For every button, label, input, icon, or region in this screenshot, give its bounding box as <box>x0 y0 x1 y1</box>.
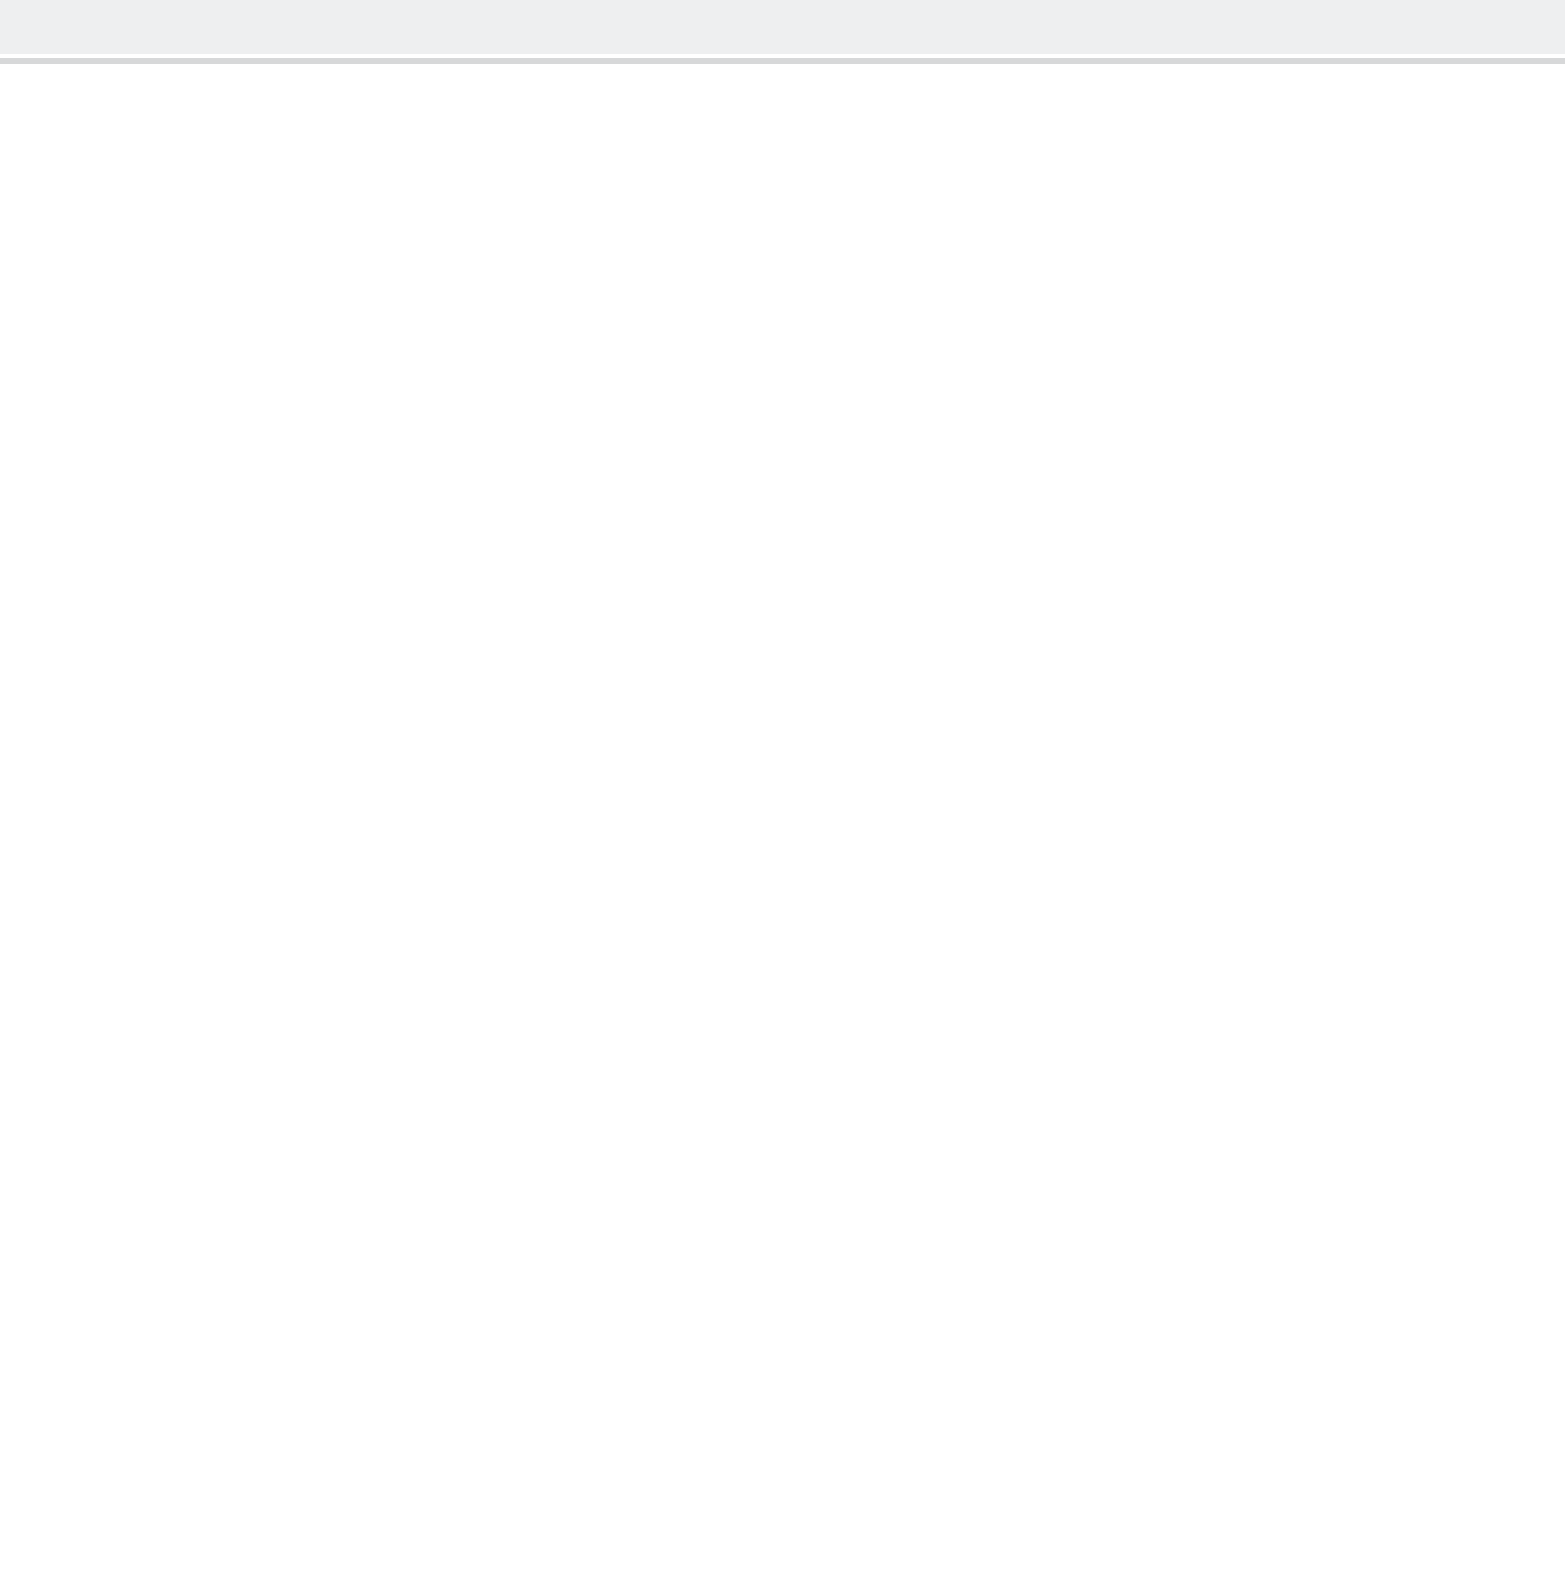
crossword-grid <box>0 0 1565 1588</box>
